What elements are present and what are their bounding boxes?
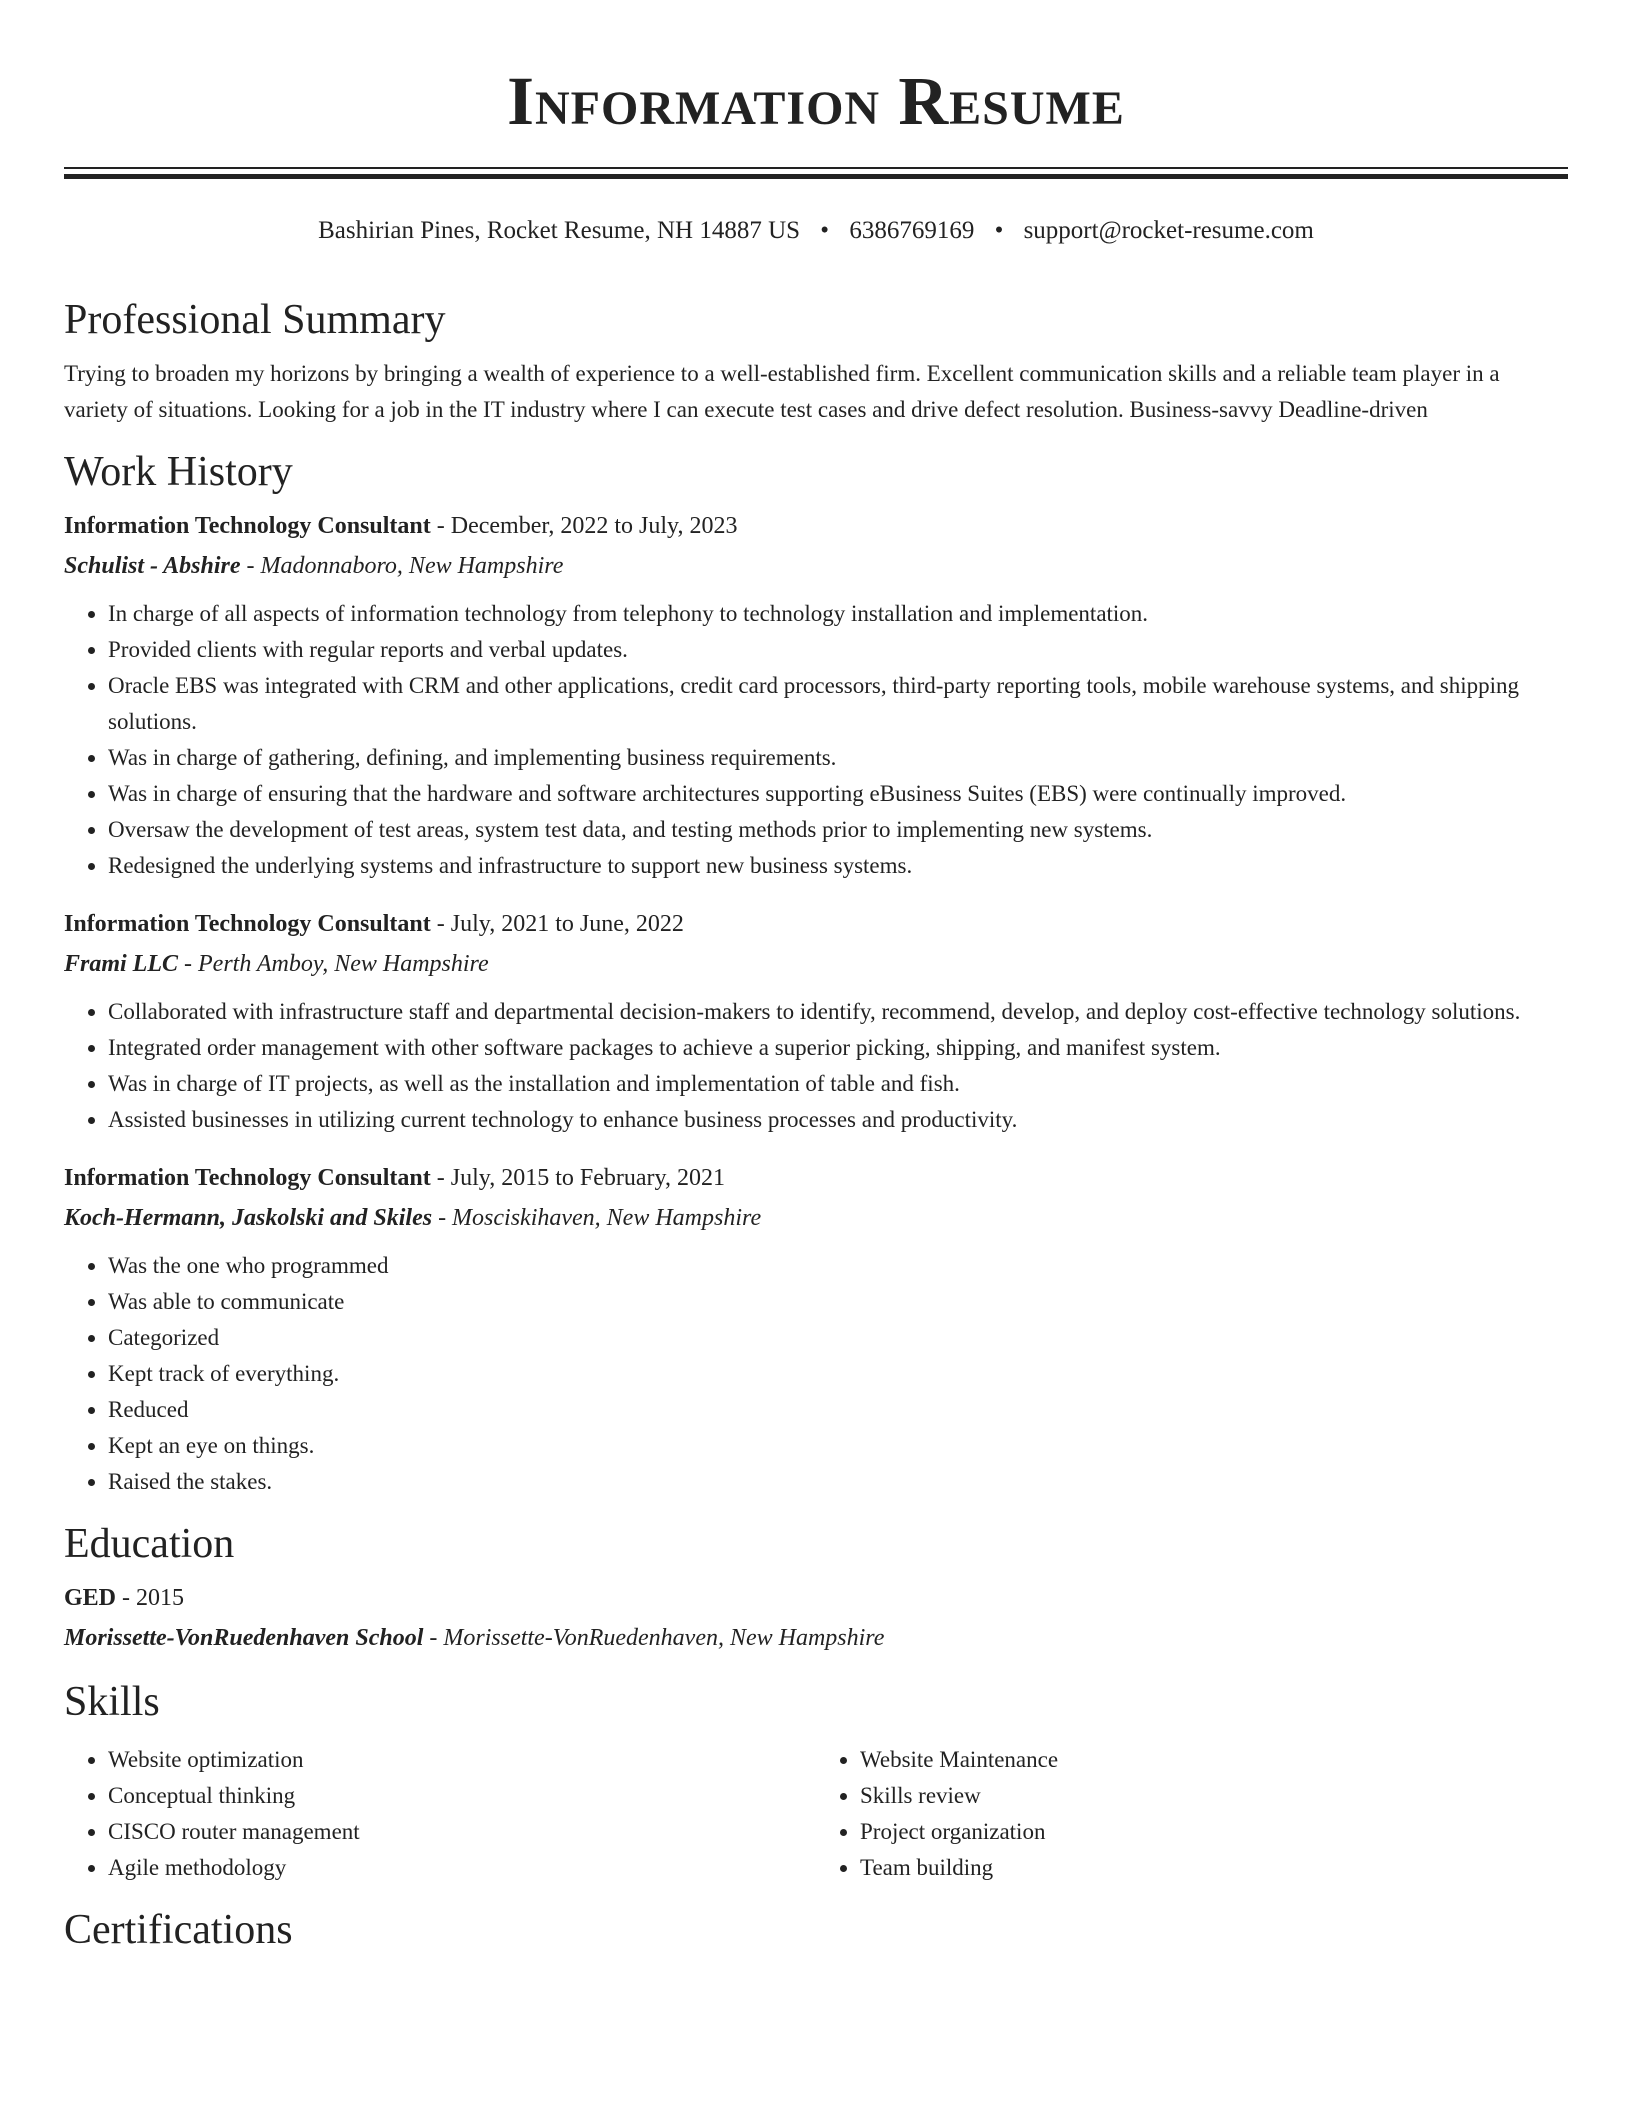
skills-heading: Skills: [64, 1679, 160, 1725]
job-bullet: • Categorized: [108, 1320, 1568, 1356]
job-title: Information Technology Consultant: [64, 911, 431, 937]
job-bullet: • Was in charge of ensuring that the hardware and software architectures supporting eBusiness Suites (EBS) were continually improved.: [108, 776, 1568, 812]
school-name: Morissette-VonRuedenhaven School: [64, 1625, 424, 1651]
skill-item: • Team building: [860, 1850, 1568, 1886]
title-rule-thin: [64, 167, 1568, 169]
job-bullet: • Assisted businesses in utilizing current technology to enhance business processes and productivity.: [108, 1102, 1568, 1138]
contact-email: support@rocket-resume.com: [1023, 217, 1314, 244]
job-bullet: • Oracle EBS was integrated with CRM and other applications, credit card processors, third-party reporting tools, mobile warehouse systems, and shipping solutions.: [108, 668, 1568, 740]
degree-year: - 2015: [116, 1585, 185, 1611]
job-bullet: • Integrated order management with other software packages to achieve a superior picking, shipping, and manifest system.: [108, 1030, 1568, 1066]
employer-location: - Mosciskihaven, New Hampshire: [432, 1205, 762, 1231]
education-heading: Education: [64, 1521, 235, 1567]
employer-line: [64, 944, 1568, 984]
skill-item: • Conceptual thinking: [108, 1778, 816, 1814]
skill-item: • CISCO router management: [108, 1814, 816, 1850]
resume-content: [64, 290, 1568, 1960]
school-line: [64, 1618, 1568, 1658]
contact-line: [0, 214, 1632, 248]
job-bullet: • Kept an eye on things.: [108, 1428, 1568, 1464]
skills-columns: [64, 1742, 1568, 1886]
employer-name: Frami LLC: [64, 951, 179, 977]
summary-text: Trying to broaden my horizons by bringing a wealth of experience to a well-established firm. Excellent communication skills and a reliable team player in a variety of situations. Looking for a job in the IT industry where I can execute test cases and drive defect resolution. Business-savvy Deadline-driven: [64, 361, 1500, 422]
job-title-line: [64, 1158, 1568, 1198]
job-bullet: • Collaborated with infrastructure staff and departmental decision-makers to identify, recommend, develop, and deploy cost-effective technology solutions.: [108, 994, 1568, 1030]
job-bullets: [64, 1248, 1568, 1500]
certifications-heading: Certifications: [64, 1907, 293, 1953]
job-dates: - July, 2015 to February, 2021: [430, 1165, 725, 1191]
job-bullet: • Was in charge of IT projects, as well as the installation and implementation of table and fish.: [108, 1066, 1568, 1102]
employer-name: Schulist - Abshire: [64, 553, 241, 579]
certifications-section: [64, 1900, 1568, 1960]
job-entry: [64, 1158, 1568, 1500]
job-entry: [64, 904, 1568, 1138]
skill-item: • Project organization: [860, 1814, 1568, 1850]
work-history-heading: Work History: [64, 449, 293, 495]
education-entry: [64, 1578, 1568, 1658]
job-bullet: • Was in charge of gathering, defining, and implementing business requirements.: [108, 740, 1568, 776]
contact-separator: •: [994, 217, 1004, 244]
contact-separator: •: [820, 217, 830, 244]
job-entry: [64, 506, 1568, 884]
job-bullet: • Oversaw the development of test areas, system test data, and testing methods prior to implementing new systems.: [108, 812, 1568, 848]
job-bullet: • Was able to communicate: [108, 1284, 1568, 1320]
employer-line: [64, 1198, 1568, 1238]
skills-right-column: [816, 1742, 1568, 1886]
job-dates: - December, 2022 to July, 2023: [430, 513, 738, 539]
job-bullet: • Provided clients with regular reports and verbal updates.: [108, 632, 1568, 668]
job-title: Information Technology Consultant: [64, 513, 431, 539]
job-bullet: • Redesigned the underlying systems and infrastructure to support new business systems.: [108, 848, 1568, 884]
title-rule-thick: [64, 174, 1568, 179]
skills-section: [64, 1672, 1568, 1886]
employer-location: - Perth Amboy, New Hampshire: [178, 951, 489, 977]
job-title-line: [64, 904, 1568, 944]
summary-heading: Professional Summary: [64, 297, 446, 343]
job-bullet: • Kept track of everything.: [108, 1356, 1568, 1392]
job-bullet: • Was the one who programmed: [108, 1248, 1568, 1284]
work-history-section: [64, 442, 1568, 1500]
employer-location: - Madonnaboro, New Hampshire: [240, 553, 564, 579]
school-location: - Morissette-VonRuedenhaven, New Hampshire: [423, 1625, 885, 1651]
summary-section: [64, 290, 1568, 428]
employer-name: Koch-Hermann, Jaskolski and Skiles: [64, 1205, 433, 1231]
job-dates: - July, 2021 to June, 2022: [430, 911, 684, 937]
job-title: Information Technology Consultant: [64, 1165, 431, 1191]
skill-item: • Skills review: [860, 1778, 1568, 1814]
contact-address: Bashirian Pines, Rocket Resume, NH 14887 US: [318, 217, 801, 244]
job-bullet: • Reduced: [108, 1392, 1568, 1428]
skill-item: • Website optimization: [108, 1742, 816, 1778]
job-bullet: • Raised the stakes.: [108, 1464, 1568, 1500]
skills-left-column: [64, 1742, 816, 1886]
contact-phone: 6386769169: [849, 217, 975, 244]
job-bullet: • In charge of all aspects of information technology from telephony to technology installation and implementation.: [108, 596, 1568, 632]
job-bullets: [64, 596, 1568, 884]
resume-title: Information Resume: [507, 63, 1125, 139]
job-title-line: [64, 506, 1568, 546]
degree-line: [64, 1578, 1568, 1618]
education-section: [64, 1514, 1568, 1658]
skill-item: • Website Maintenance: [860, 1742, 1568, 1778]
degree-name: GED: [64, 1585, 117, 1611]
skill-item: • Agile methodology: [108, 1850, 816, 1886]
employer-line: [64, 546, 1568, 586]
job-bullets: [64, 994, 1568, 1138]
